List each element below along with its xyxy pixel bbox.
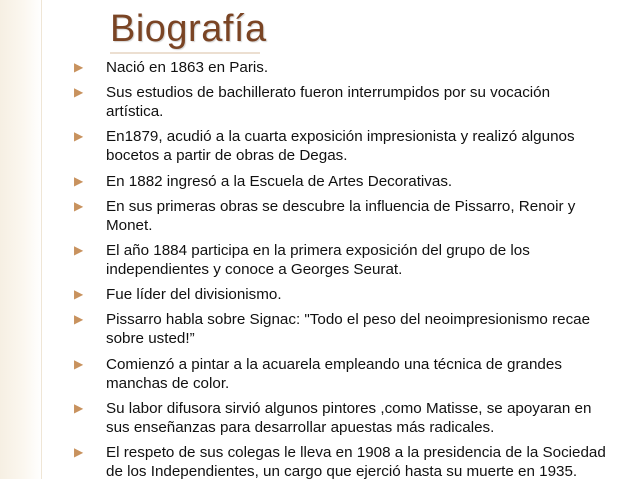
bullet-line: Sus estudios de bachillerato fueron interrumpidos por su vocación xyxy=(106,84,551,102)
bullet-line: Comienzó a pintar a la acuarela empleando una técnica de grandes xyxy=(106,355,562,373)
bullet-item xyxy=(74,58,634,77)
bullet-item xyxy=(74,127,634,165)
bullet-text xyxy=(106,285,282,304)
bullet-arrow-icon: ▶ xyxy=(74,85,84,100)
decorative-left-band xyxy=(0,0,42,479)
bullet-item xyxy=(74,443,634,479)
title-underline xyxy=(110,52,260,54)
bullet-arrow-icon: ▶ xyxy=(74,60,84,74)
bullet-item xyxy=(74,355,634,393)
bullet-arrow-icon: ▶ xyxy=(74,400,84,415)
bullet-text xyxy=(106,172,452,191)
bullet-list xyxy=(74,58,634,479)
bullet-item xyxy=(74,241,634,279)
bullet-text xyxy=(106,197,575,235)
bullet-arrow-icon: ▶ xyxy=(74,198,84,213)
bullet-text xyxy=(106,443,606,479)
bullet-line: Nació en 1863 en Paris. xyxy=(106,59,269,76)
bullet-arrow-icon: ▶ xyxy=(74,242,84,257)
bullet-text xyxy=(106,241,530,279)
bullet-text xyxy=(106,355,562,393)
bullet-line: El respeto de sus colegas le lleva en 1908 a la presidencia de la Sociedad xyxy=(106,443,606,461)
bullet-arrow-icon: ▶ xyxy=(74,129,84,144)
bullet-line: En1879, acudió a la cuarta exposición impresionista y realizó algunos xyxy=(106,128,575,146)
bullet-arrow-icon: ▶ xyxy=(74,312,84,327)
bullet-line: Monet. xyxy=(106,216,153,234)
bullet-text xyxy=(106,310,590,348)
bullet-line: independientes y conoce a Georges Seurat. xyxy=(106,260,403,278)
bullet-line: Fue líder del divisionismo. xyxy=(106,286,282,304)
bullet-item xyxy=(74,197,634,235)
bullet-text xyxy=(106,399,591,437)
bullet-line: En 1882 ingresó a la Escuela de Artes Decorativas. xyxy=(106,172,453,190)
bullet-item xyxy=(74,83,634,121)
bullet-arrow-icon: ▶ xyxy=(74,444,84,459)
bullet-line: Su labor difusora sirvió algunos pintores ,como Matisse, se apoyaran en xyxy=(106,399,592,417)
bullet-item xyxy=(74,172,634,191)
bullet-text xyxy=(106,83,550,121)
bullet-text xyxy=(106,58,268,77)
bullet-arrow-icon: ▶ xyxy=(74,173,84,188)
bullet-line: El año 1884 participa en la primera exposición del grupo de los xyxy=(106,241,530,259)
bullet-item xyxy=(74,310,634,348)
bullet-line: de los Independientes, un cargo que ejerció hasta su muerte en 1935. xyxy=(106,462,578,479)
bullet-item xyxy=(74,285,634,304)
bullet-arrow-icon: ▶ xyxy=(74,287,84,302)
bullet-line: En sus primeras obras se descubre la influencia de Pissarro, Renoir y xyxy=(106,197,576,215)
slide-title: Biografía xyxy=(110,8,267,50)
bullet-text xyxy=(106,127,575,165)
bullet-item xyxy=(74,399,634,437)
bullet-line: sus enseñanzas para desarrollar apuestas más radicales. xyxy=(106,418,495,436)
bullet-arrow-icon: ▶ xyxy=(74,356,84,371)
bullet-line: Pissarro habla sobre Signac: "Todo el peso del neoimpresionismo recae xyxy=(106,311,591,329)
bullet-line: manchas de color. xyxy=(106,374,230,392)
bullet-line: bocetos a partir de obras de Degas. xyxy=(106,147,348,165)
bullet-line: sobre usted!” xyxy=(106,330,195,348)
bullet-line: artística. xyxy=(106,103,164,121)
